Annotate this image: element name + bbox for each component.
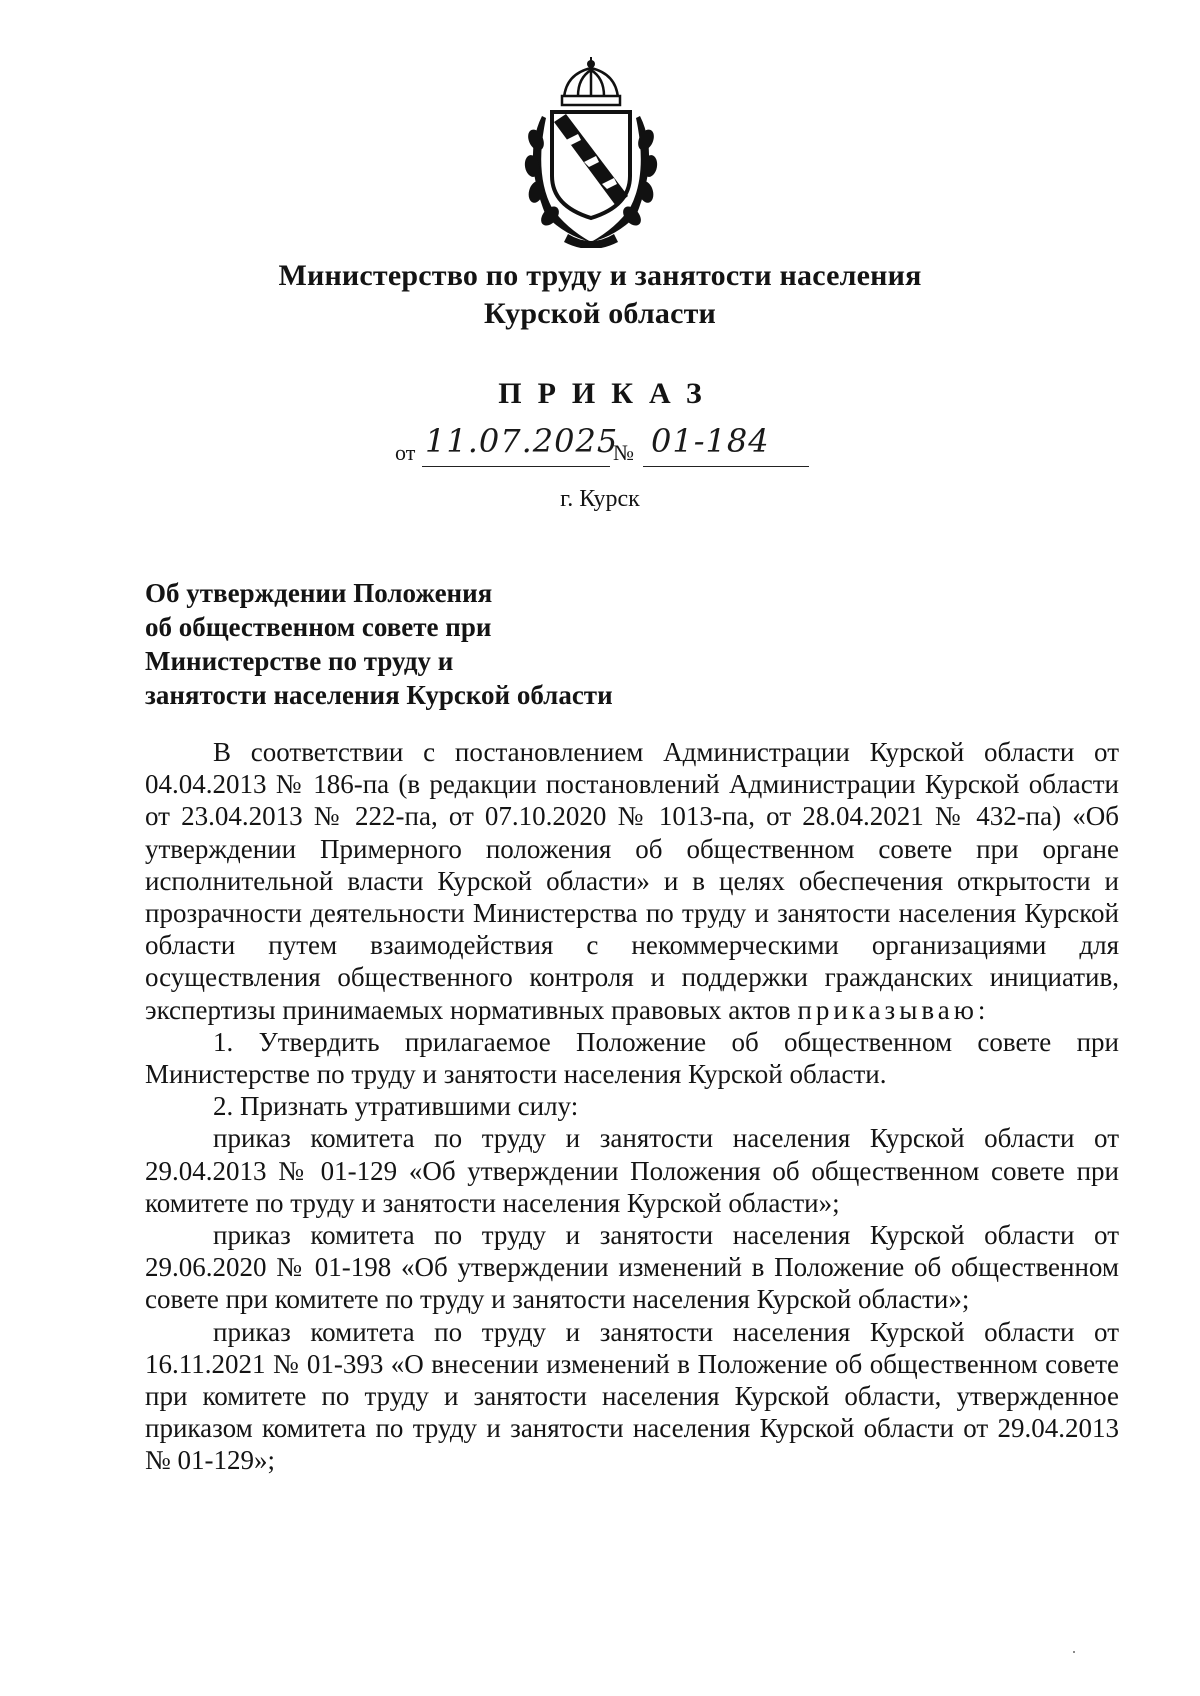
item-2-paragraph: 2. Признать утратившими силу: bbox=[213, 1091, 579, 1122]
date-prefix: от bbox=[395, 440, 416, 465]
item-1-paragraph: 1. Утвердить прилагаемое Положение об общественном совете при Министерстве по труду и занятости населения Курской области. bbox=[145, 1026, 1119, 1090]
preamble-text: В соответствии с постановлением Администрации Курской области от 04.04.2013 № 186-па (в редакции постановлений Администрации Курской области от 23.04.2013 № 222-па, от 07.10.2020 № 1013-па, от 28.04.2021 № 432-па) «Об утверждении Примерного положения об общественном совете при органе исполнительной власти Курской области» и в целях обеспечения открытости и прозрачности деятельности Министерства по труду и занятости населения Курской области путем взаимодействия с некоммерческими организациями для осуществления общественного контроля и поддержки гражданских инициатив, экспертизы принимаемых нормативных правовых актов bbox=[145, 737, 1119, 1025]
preamble-paragraph bbox=[145, 736, 1119, 1026]
scan-speck bbox=[1073, 1651, 1075, 1653]
ministry-name-line-2: Курской области bbox=[483, 297, 717, 330]
city-name: г. Курск bbox=[560, 486, 640, 512]
document-type-heading: ПРИКАЗ bbox=[498, 377, 718, 410]
handwritten-number: 01-184 bbox=[651, 422, 770, 460]
subject-line-1: Об утверждении Положения bbox=[145, 578, 493, 608]
command-word: приказываю: bbox=[797, 994, 990, 1025]
repeal-order-3: приказ комитета по труду и занятости населения Курской области от 16.11.2021 № 01-393 «О внесении изменений в Положение об общественном совете при комитете по труду и занятости населения Курской области, утвержденное приказом комитета по труду и занятости населения Курской области от 29.04.2013 № 01-129»; bbox=[145, 1316, 1119, 1476]
subject-line-2: об общественном совете при bbox=[145, 612, 492, 642]
repeal-order-2: приказ комитета по труду и занятости населения Курской области от 29.06.2020 № 01-198 «Об утверждении изменений в Положение об общественном совете при комитете по труду и занятости населения Курской области»; bbox=[145, 1220, 1119, 1315]
subject-line-4: занятости населения Курской области bbox=[145, 680, 613, 710]
order-body bbox=[145, 736, 1119, 1477]
number-underline bbox=[643, 466, 809, 467]
order-subject bbox=[145, 576, 613, 712]
ministry-name-line-1: Министерство по труду и занятости населения bbox=[278, 259, 922, 292]
order-date-number-line bbox=[395, 420, 855, 464]
coat-of-arms-emblem bbox=[506, 56, 676, 248]
handwritten-date: 11.07.2025 bbox=[425, 422, 619, 460]
date-underline bbox=[422, 466, 610, 467]
number-prefix: № bbox=[613, 440, 634, 465]
subject-line-3: Министерстве по труду и bbox=[145, 646, 454, 676]
repeal-order-1: приказ комитета по труду и занятости населения Курской области от 29.04.2013 № 01-129 «Об утверждении Положения об общественном совете при комитете по труду и занятости населения Курской области»; bbox=[145, 1123, 1119, 1218]
